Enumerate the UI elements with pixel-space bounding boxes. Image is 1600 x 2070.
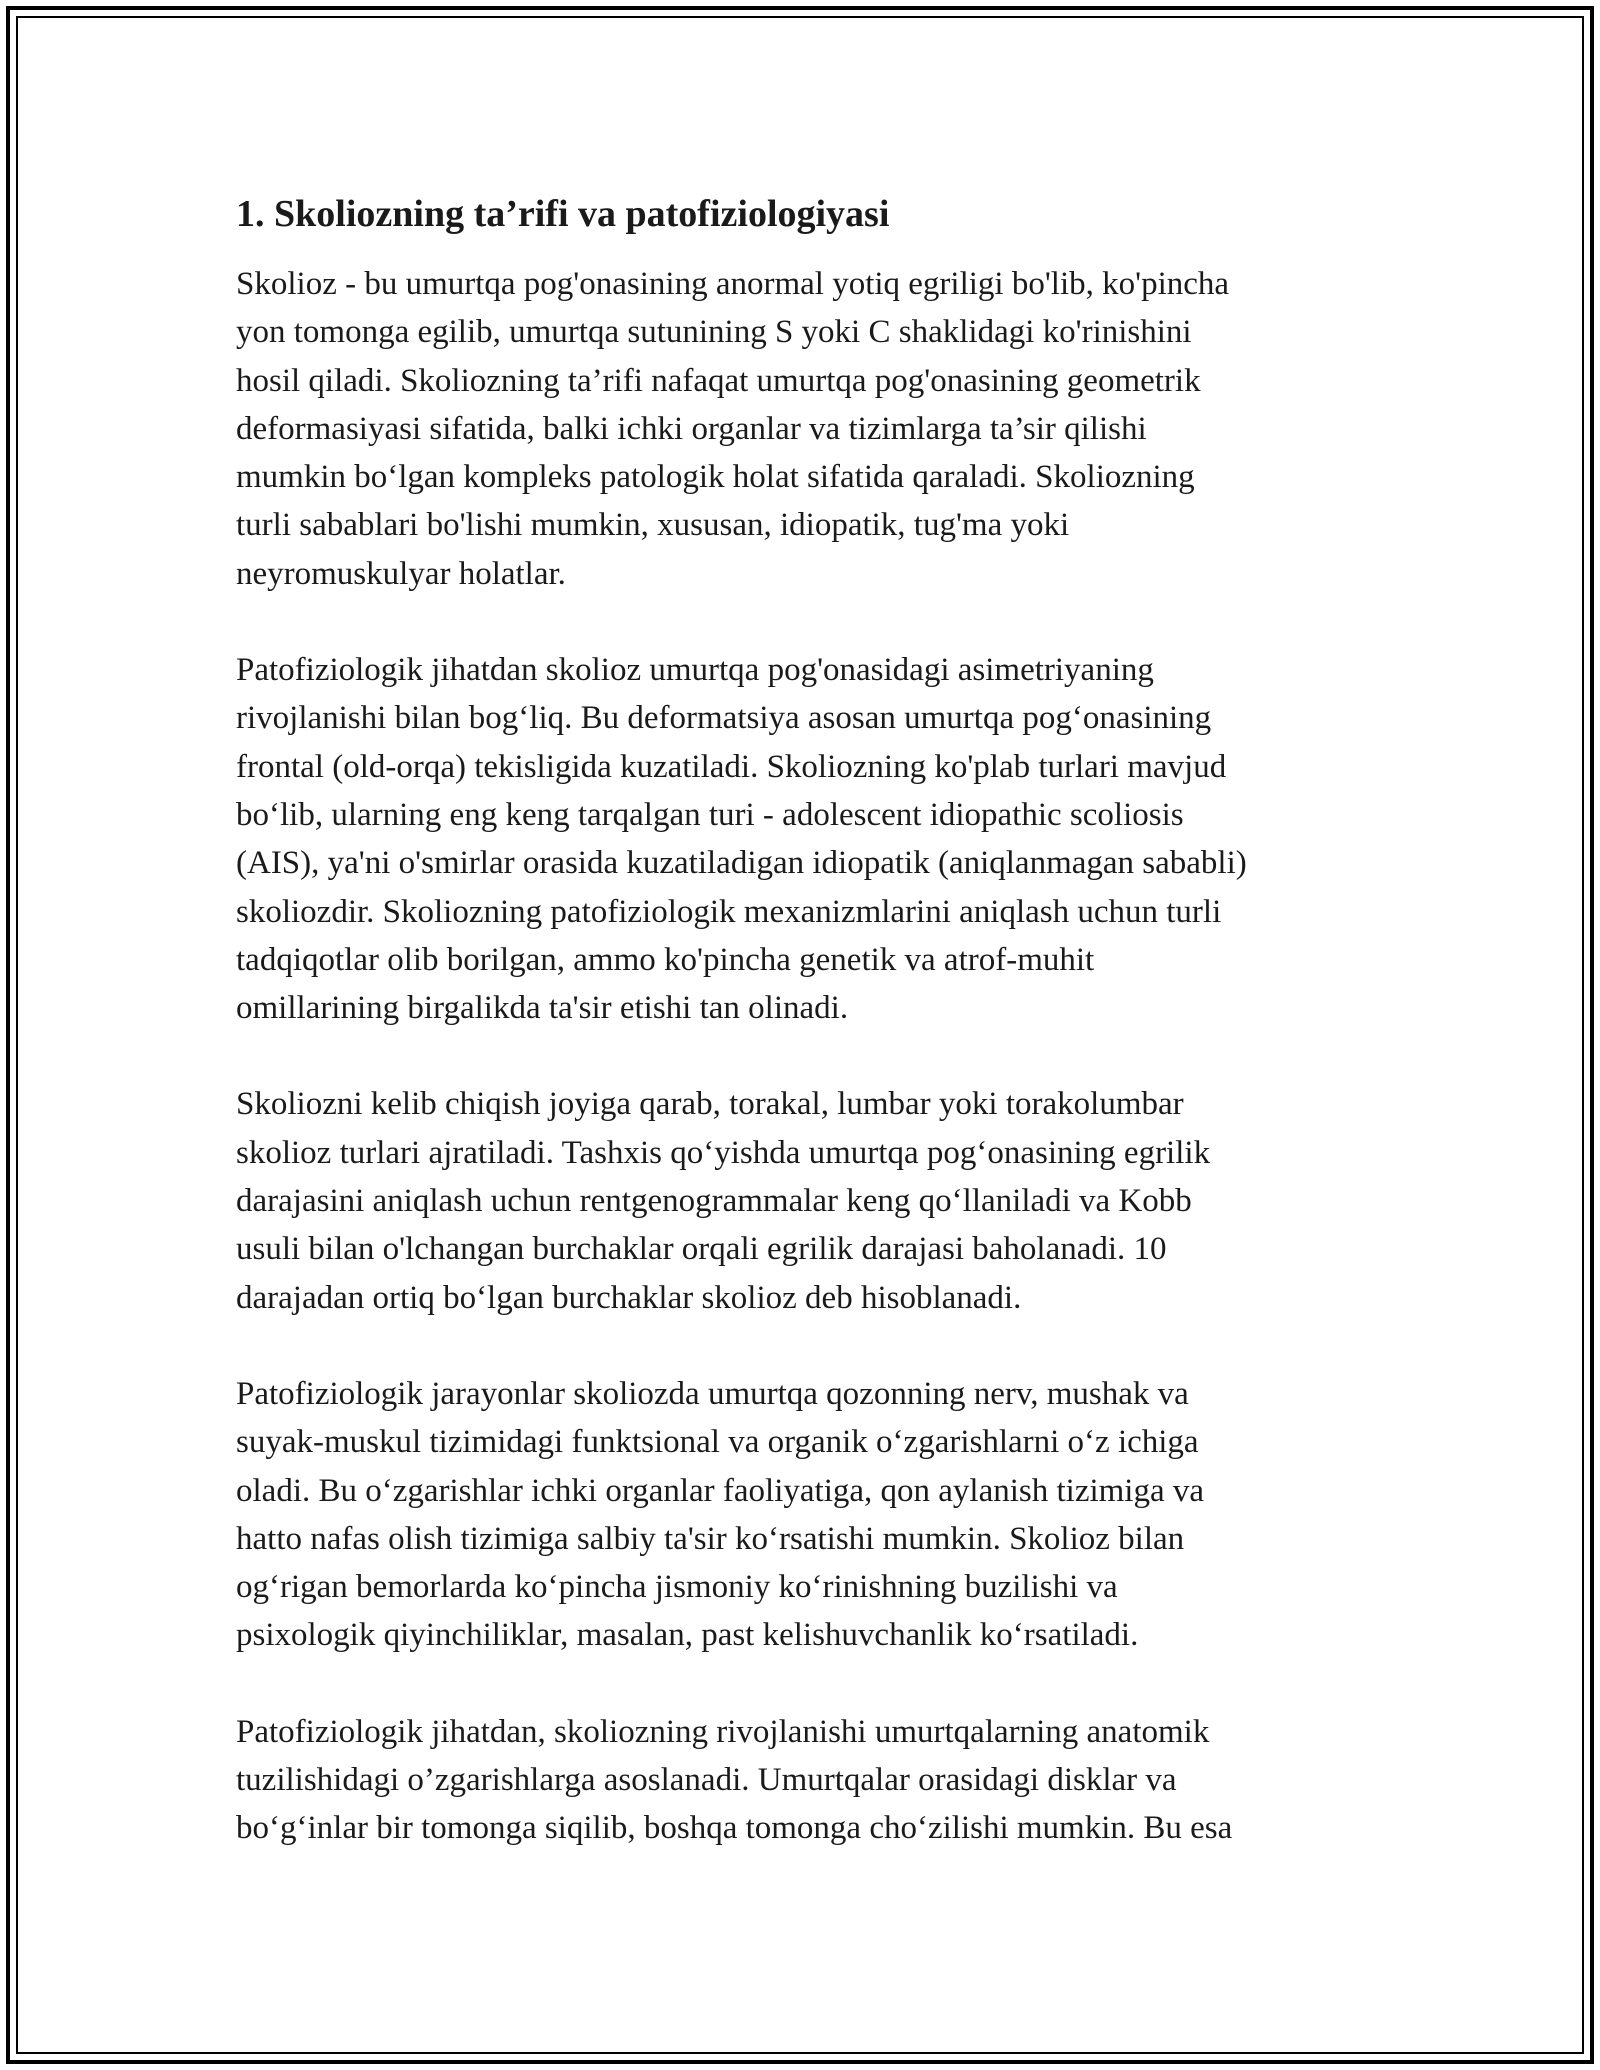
text-line: bo‘lib, ularning eng keng tarqalgan turi - adolescent idiopathic scoliosis bbox=[236, 796, 1184, 833]
text-line: (AIS), ya'ni o'smirlar orasida kuzatiladigan idiopatik (aniqlanmagan sababli) bbox=[236, 845, 1247, 882]
text-line: neyromuskulyar holatlar. bbox=[236, 555, 566, 592]
text-line: omillarining birgalikda ta'sir etishi tan olinadi. bbox=[236, 990, 849, 1027]
text-line: darajadan ortiq bo‘lgan burchaklar skolioz deb hisoblanadi. bbox=[236, 1279, 1022, 1316]
text-line: Skoliozni kelib chiqish joyiga qarab, torakal, lumbar yoki torakolumbar bbox=[236, 1086, 1184, 1123]
text-line: Skolioz - bu umurtqa pog'onasining anormal yotiq egriligi bo'lib, ko'pincha bbox=[236, 266, 1230, 302]
text-line: hatto nafas olish tizimiga salbiy ta'sir ko‘rsatishi mumkin. Skolioz bilan bbox=[236, 1520, 1185, 1557]
document-body bbox=[236, 188, 1368, 1901]
text-line: tadqiqotlar olib borilgan, ammo ko'pincha genetik va atrof-muhit bbox=[236, 941, 1095, 978]
text-line: Patofiziologik jihatdan, skoliozning rivojlanishi umurtqalarning anatomik bbox=[236, 1713, 1210, 1750]
paragraph-3 bbox=[236, 1080, 1368, 1321]
text-line: skolioz turlari ajratiladi. Tashxis qo‘yishda umurtqa pog‘onasining egrilik bbox=[236, 1134, 1211, 1171]
text-line: usuli bilan o'lchangan burchaklar orqali egrilik darajasi baholanadi. 10 bbox=[236, 1231, 1167, 1268]
text-line: turli sabablari bo'lishi mumkin, xususan, idiopatik, tug'ma yoki bbox=[236, 507, 1070, 544]
text-line: tuzilishidagi o’zgarishlarga asoslanadi. Umurtqalar orasidagi disklar va bbox=[236, 1762, 1177, 1799]
text-line: yon tomonga egilib, umurtqa sutunining S yoki C shaklidagi ko'rinishini bbox=[236, 314, 1192, 351]
text-line: darajasini aniqlash uchun rentgenogrammalar keng qo‘llaniladi va Kobb bbox=[236, 1183, 1192, 1220]
text-line: oladi. Bu o‘zgarishlar ichki organlar faoliyatiga, qon aylanish tizimiga va bbox=[236, 1472, 1205, 1509]
text-line: mumkin bo‘lgan kompleks patologik holat sifatida qaraladi. Skoliozning bbox=[236, 459, 1195, 496]
text-line: suyak-muskul tizimidagi funktsional va organik o‘zgarishlarni o‘z ichiga bbox=[236, 1424, 1199, 1461]
text-line: Patofiziologik jihatdan skolioz umurtqa pog'onasidagi asimetriyaning bbox=[236, 652, 1154, 689]
text-line: deformasiyasi sifatida, balki ichki organlar va tizimlarga ta’sir qilishi bbox=[236, 410, 1147, 447]
text-line: og‘rigan bemorlarda ko‘pincha jismoniy ko‘rinishning buzilishi va bbox=[236, 1569, 1118, 1606]
text-line: rivojlanishi bilan bog‘liq. Bu deformatsiya asosan umurtqa pog‘onasining bbox=[236, 700, 1212, 737]
text-line: hosil qiladi. Skoliozning ta’rifi nafaqat umurtqa pog'onasining geometrik bbox=[236, 362, 1201, 399]
text-line: psixologik qiyinchiliklar, masalan, past kelishuvchanlik ko‘rsatiladi. bbox=[236, 1617, 1139, 1654]
text-line: frontal (old-orqa) tekisligida kuzatiladi. Skoliozning ko'plab turlari mavjud bbox=[236, 748, 1227, 785]
paragraph-1 bbox=[236, 260, 1368, 598]
text-line: Patofiziologik jarayonlar skoliozda umurtqa qozonning nerv, mushak va bbox=[236, 1375, 1189, 1412]
paragraph-5 bbox=[236, 1708, 1368, 1853]
paragraph-4 bbox=[236, 1370, 1368, 1660]
text-line: skoliozdir. Skoliozning patofiziologik mexanizmlarini aniqlash uchun turli bbox=[236, 893, 1222, 930]
section-heading: 1. Skoliozning ta’rifi va patofiziologiyasi bbox=[236, 193, 890, 235]
text-line: bo‘g‘inlar bir tomonga siqilib, boshqa tomonga cho‘zilishi mumkin. Bu esa bbox=[236, 1810, 1233, 1847]
paragraph-2 bbox=[236, 646, 1368, 1032]
